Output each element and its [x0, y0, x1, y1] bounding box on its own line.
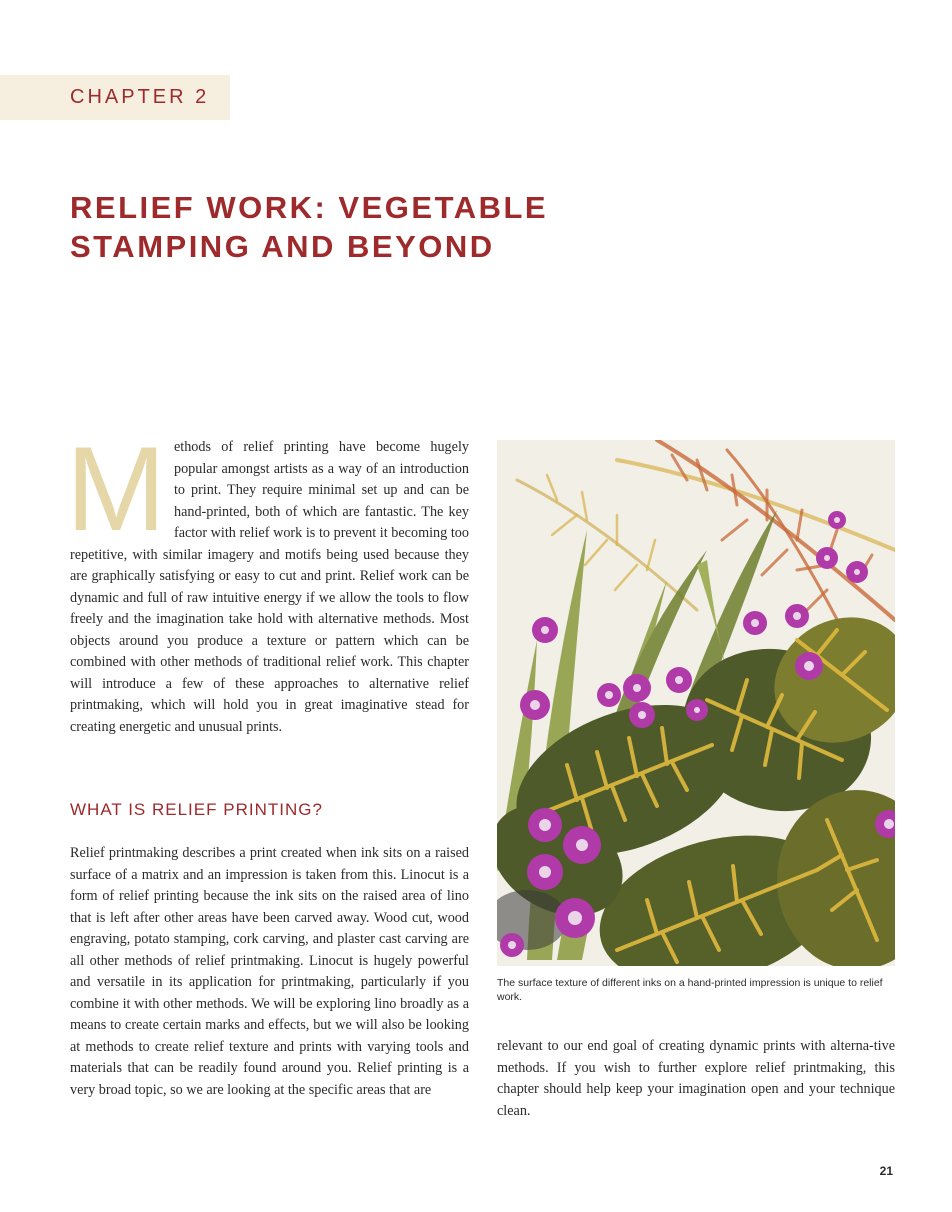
- body-text-right-column: relevant to our end goal of creating dynamic prints with alterna-tive methods. If you wish to further explore relief printmaking, this chapter should help keep your imagination open and your technique clean.: [497, 1038, 895, 1119]
- chapter-label: CHAPTER 2: [70, 86, 210, 108]
- page-title: RELIEF WORK: VEGETABLE STAMPING AND BEYOND: [70, 190, 549, 264]
- body-text-left-column: Relief printmaking describes a print created when ink sits on a raised surface of a matrix and an impression is taken from this. Linocut is a form of relief printing because the ink sits on the raised area of lino that is left after other areas have been carved away. Wood cut, wood engraving, potato stamping, cork carving, and plaster cast carving are all other methods of relief printmaking. Linocut is hugely powerful and versatile in its application for printmaking, particularly if you combine it with other methods. We will be exploring lino broadly as a means to create certain marks and effects, but we will also be looking at methods to create relief texture and prints with varying tools and materials that can be readily found around you. Relief printing is a very broad topic, so we are looking at the specific areas that are: [70, 845, 469, 1098]
- page-number: 21: [879, 1164, 893, 1178]
- drop-cap: M: [66, 422, 166, 556]
- section-heading: WHAT IS RELIEF PRINTING?: [70, 800, 323, 819]
- intro-paragraph: [66, 422, 469, 738]
- intro-text: ethods of relief printing have become hugely popular amongst artists as a way of an introduction to print. They require minimal set up and can be hand-printed, both of which are fantastic. The key factor with relief work is to prevent it becoming too repetitive, with similar imagery and motifs being used because they are graphically satisfying or easy to cut and print. Relief work can be dynamic and full of raw intuitive energy if we allow the tools to flow freely and the imagination take hold with alternative methods. Most objects around you produce a texture or pattern which can be combined with other methods of traditional relief work. This chapter will introduce a few of these approaches to alternative relief printmaking, which will hold you in great imaginative stead for creating energetic and unusual prints.: [70, 439, 469, 735]
- relief-print-photo: [497, 440, 895, 966]
- relief-print-illustration: [497, 440, 895, 966]
- figure-caption: The surface texture of different inks on a hand-printed impression is unique to relief work.: [497, 977, 883, 1003]
